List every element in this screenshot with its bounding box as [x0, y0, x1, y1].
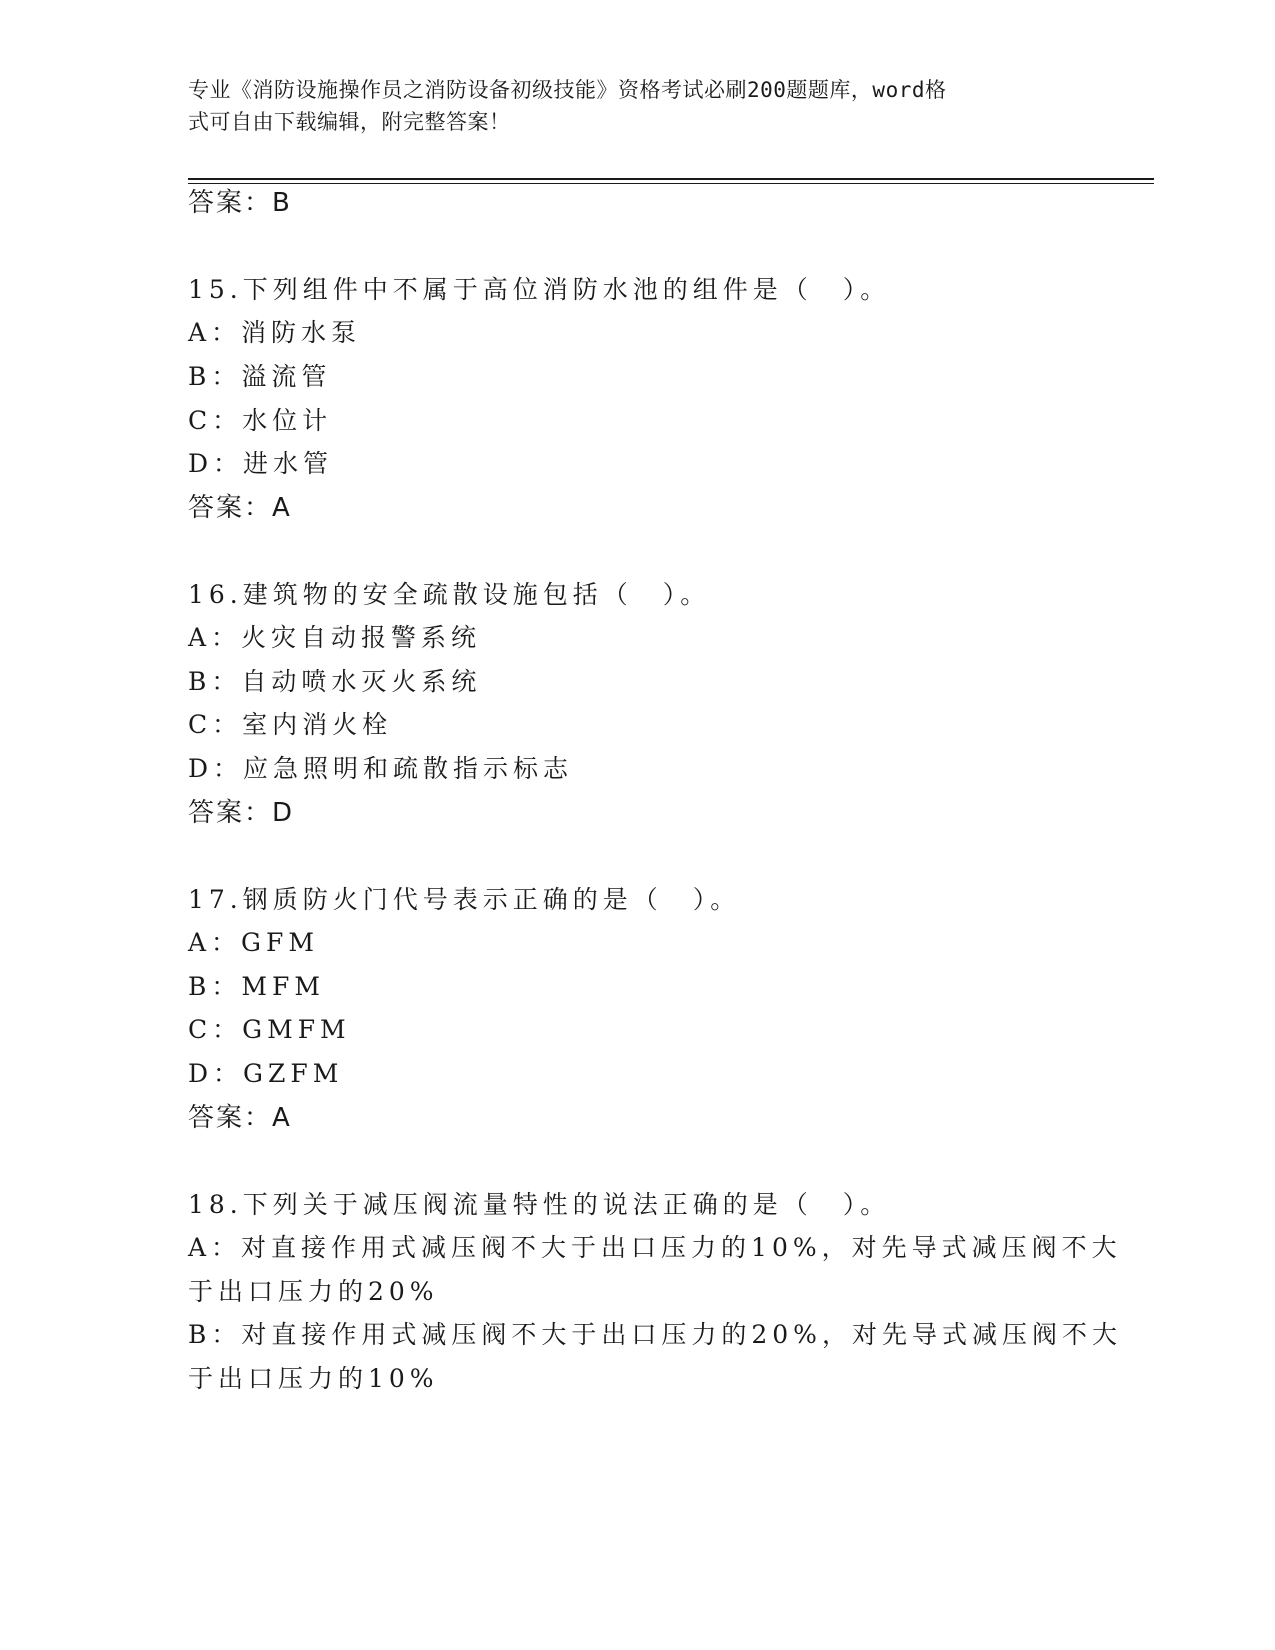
option-b: B：自动喷水灭火系统: [188, 667, 482, 696]
header-line-1: 专业《消防设施操作员之消防设备初级技能》资格考试必刷200题题库，word格: [188, 78, 947, 102]
answer-value: D: [272, 798, 295, 828]
option-d: D：应急照明和疏散指示标志: [188, 754, 574, 783]
option-b-continued: 于出口压力的10%: [188, 1364, 439, 1393]
question-stem: 15.下列组件中不属于高位消防水池的组件是（ ）。: [188, 275, 891, 304]
question-stem: 17.钢质防火门代号表示正确的是（ ）。: [188, 885, 741, 914]
option-a: A：对直接作用式减压阀不大于出口压力的10%，对先导式减压阀不大: [188, 1233, 1122, 1262]
answer-label: 答案：: [188, 493, 273, 523]
header-divider-thin: [188, 183, 1154, 184]
option-b: B：溢流管: [188, 362, 332, 391]
option-d: D：GZFM: [188, 1059, 344, 1088]
option-d: D：进水管: [188, 449, 334, 478]
answer-label: 答案：: [188, 798, 273, 828]
answer-line: [188, 188, 292, 218]
option-b: B：对直接作用式减压阀不大于出口压力的20%，对先导式减压阀不大: [188, 1320, 1122, 1349]
answer-line: [188, 1103, 292, 1133]
header-line-2: 式可自由下载编辑，附完整答案！: [188, 110, 511, 134]
option-c: C：GMFM: [188, 1015, 351, 1044]
option-a-continued: 于出口压力的20%: [188, 1277, 439, 1306]
answer-label: 答案：: [188, 1103, 273, 1133]
answer-label: 答案：: [188, 188, 273, 218]
option-c: C：水位计: [188, 406, 333, 435]
option-b: B：MFM: [188, 972, 325, 1001]
document-header: [188, 74, 1068, 138]
answer-value: A: [272, 493, 292, 523]
answer-value: B: [272, 188, 292, 218]
option-c: C：室内消火栓: [188, 710, 393, 739]
answer-line: [188, 493, 292, 523]
header-divider-thick: [188, 178, 1154, 180]
option-a: A：消防水泵: [188, 318, 362, 347]
answer-line: [188, 798, 294, 828]
answer-value: A: [272, 1103, 292, 1133]
option-a: A：GFM: [188, 928, 319, 957]
question-stem: 18.下列关于减压阀流量特性的说法正确的是（ ）。: [188, 1190, 891, 1219]
question-stem: 16.建筑物的安全疏散设施包括（ ）。: [188, 580, 711, 609]
option-a: A：火灾自动报警系统: [188, 623, 482, 652]
